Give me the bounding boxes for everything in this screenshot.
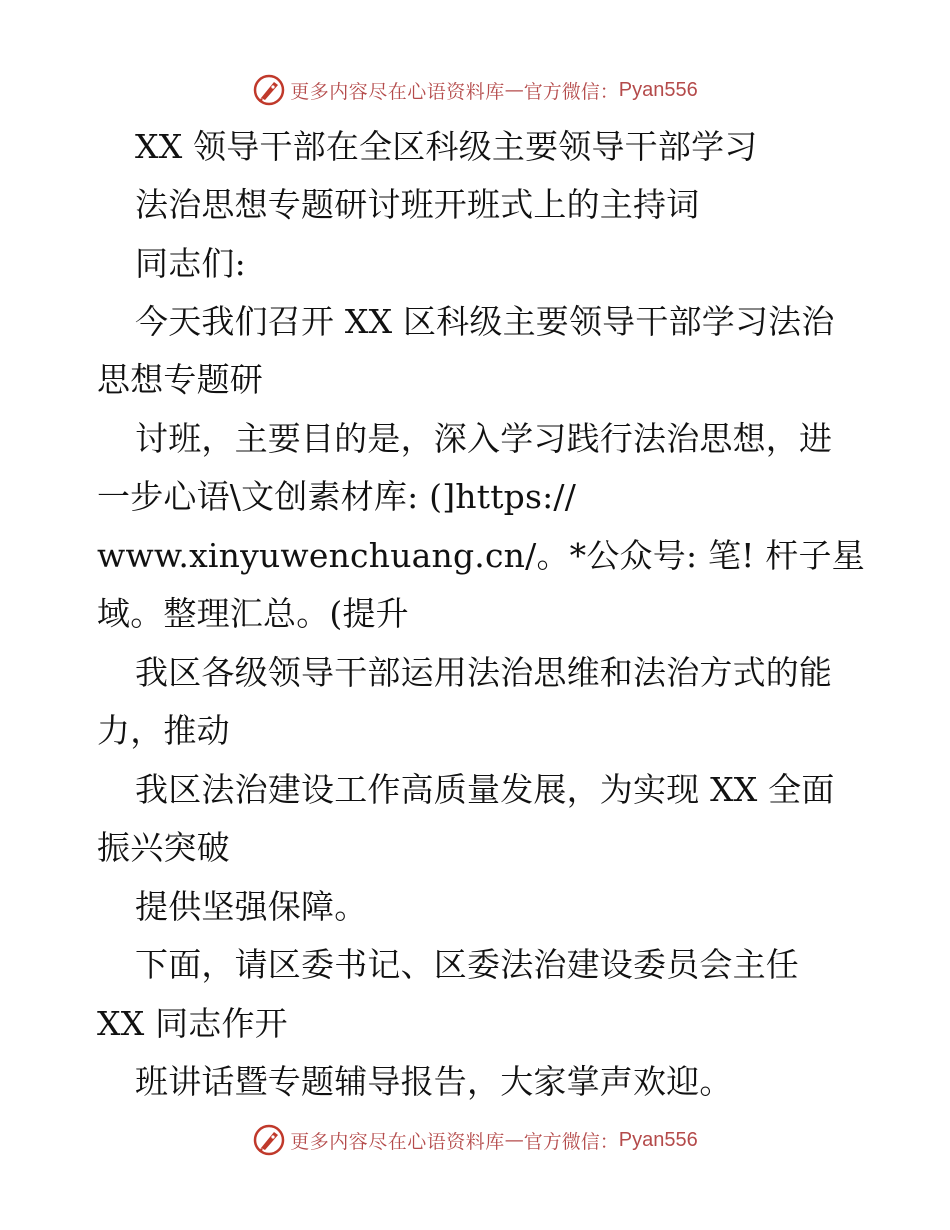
paragraph-line: 一步心语\文创素材库: (]https:// (97, 477, 577, 516)
banner-handle: Pyan556 (618, 1128, 698, 1151)
document-title-line-1: XX 领导干部在全区科级主要领导干部学习 (135, 127, 758, 166)
paragraph-line: 讨班，主要目的是，深入学习践行法治思想，进 (135, 419, 833, 458)
paragraph-line: 今天我们召开 XX 区科级主要领导干部学习法治 (135, 302, 835, 341)
banner-separator: — (504, 79, 524, 101)
paragraph-line: 力，推动 (97, 711, 230, 750)
paragraph-line: 振兴突破 (97, 828, 230, 867)
paragraph-line: 域。整理汇总。(提升 (97, 594, 409, 633)
paragraph-line: 提供坚强保障。 (135, 887, 368, 926)
paragraph-line: 我区各级领导干部运用法治思维和法治方式的能 (135, 653, 833, 692)
banner-sub-text: 官方微信： (523, 1130, 619, 1153)
banner-sub-text: 官方微信： (523, 80, 619, 103)
banner-handle: Pyan556 (618, 78, 698, 101)
banner-main-text: 更多内容尽在心语资料库 (290, 1130, 505, 1153)
paragraph-line: 思想专题研 (97, 360, 263, 399)
paragraph-line: 班讲话暨专题辅导报告，大家掌声欢迎。 (135, 1062, 733, 1101)
paragraph-line: 下面，请区委书记、区委法治建设委员会主任 (135, 945, 799, 984)
header-banner (0, 72, 950, 108)
paragraph-line: 我区法治建设工作高质量发展，为实现 XX 全面 (135, 770, 835, 809)
pen-nib-logo-icon (252, 73, 286, 107)
salutation: 同志们: (135, 244, 246, 283)
paragraph-line: www.xinyuwenchuang.cn/。*公众号: 笔! 杆子星 (97, 536, 865, 575)
footer-banner (0, 1122, 950, 1158)
banner-separator: — (504, 1129, 524, 1151)
pen-nib-logo-icon (252, 1123, 286, 1157)
paragraph-line: XX 同志作开 (97, 1004, 288, 1043)
banner-main-text: 更多内容尽在心语资料库 (290, 80, 505, 103)
document-title-line-2: 法治思想专题研讨班开班式上的主持词 (135, 185, 700, 224)
